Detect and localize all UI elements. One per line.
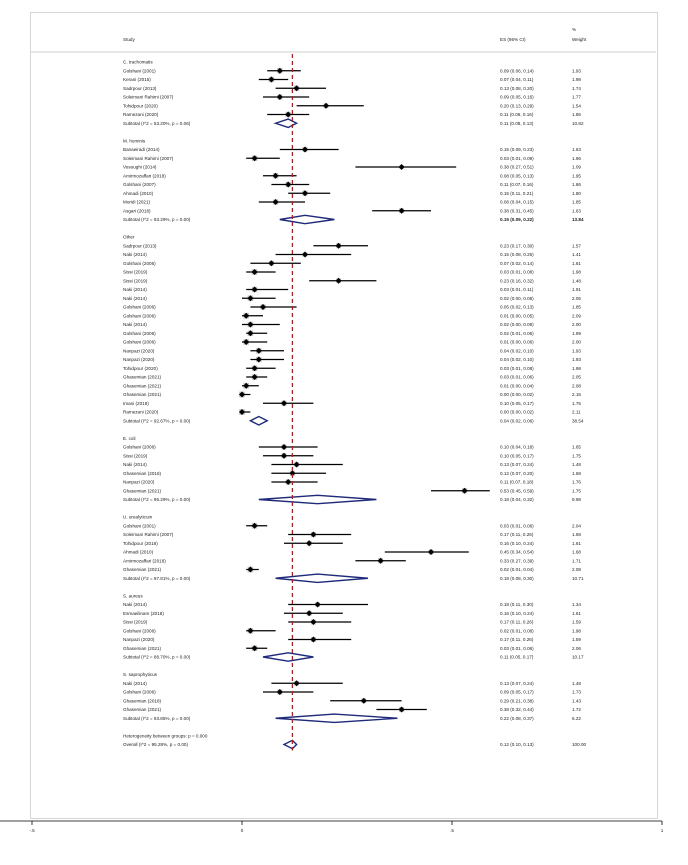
x-tick-label: .5 (450, 828, 454, 833)
study-weight: 1.96 (572, 155, 581, 161)
subtotal-es-ci: 0.18 (0.08, 0.30) (500, 575, 534, 581)
study-label: Sissi (2019) (123, 278, 148, 284)
study-weight: 1.98 (572, 269, 581, 275)
study-label: Nanpazi (2020) (123, 637, 155, 643)
study-es-ci: 0.11 (0.07, 0.18) (500, 479, 534, 485)
study-weight: 1.93 (572, 68, 581, 74)
study-weight: 2.06 (572, 645, 581, 651)
study-es-ci: 0.13 (0.07, 0.24) (500, 462, 534, 468)
header-weight-pct: % (572, 27, 577, 32)
study-label: Naki (2014) (123, 462, 147, 468)
study-weight: 1.75 (572, 453, 581, 459)
study-es-ci: 0.09 (0.06, 0.14) (500, 68, 534, 74)
study-weight: 1.59 (572, 619, 581, 625)
study-es-ci: 0.04 (0.02, 0.10) (500, 348, 534, 354)
study-es-ci: 0.38 (0.31, 0.45) (500, 208, 534, 214)
study-weight: 1.34 (572, 602, 581, 608)
study-weight: 1.61 (572, 260, 581, 266)
study-label: Golshani (2006) (123, 330, 156, 336)
study-label: Sissi (2019) (123, 619, 148, 625)
overall-diamond (284, 740, 297, 748)
study-es-ci: 0.03 (0.01, 0.06) (500, 523, 534, 529)
study-es-ci: 0.03 (0.01, 0.08) (500, 365, 534, 371)
study-label: Naki (2014) (123, 252, 147, 258)
study-es-ci: 0.02 (0.00, 0.08) (500, 295, 534, 301)
subtotal-es-ci: 0.18 (0.04, 0.32) (500, 497, 534, 503)
study-es-ci: 0.03 (0.01, 0.06) (500, 645, 534, 651)
study-label: Sadrpour (2013) (123, 243, 157, 249)
study-label: Amirmozaffari (2018) (123, 558, 166, 564)
study-es-ci: 0.10 (0.05, 0.17) (500, 453, 534, 459)
study-label: Soleimani Rahimi (2007) (123, 155, 174, 161)
study-weight: 1.74 (572, 85, 581, 91)
study-es-ci: 0.45 (0.34, 0.54) (500, 549, 534, 555)
study-es-ci: 0.17 (0.11, 0.26) (500, 532, 534, 538)
study-label: Esmaeilinam (2018) (123, 610, 164, 616)
study-weight: 1.86 (572, 112, 581, 118)
study-label: Nanpazi (2020) (123, 357, 155, 363)
study-es-ci: 0.07 (0.04, 0.11) (500, 77, 534, 83)
study-label: Ghasemian (2021) (123, 707, 162, 713)
study-es-ci: 0.29 (0.21, 0.38) (500, 698, 534, 704)
study-weight: 1.48 (572, 462, 581, 468)
subtotal-es-ci: 0.15 (0.09, 0.22) (500, 217, 534, 223)
header-study: Study (123, 37, 135, 42)
study-label: Golshani (2006) (123, 339, 156, 345)
study-label: Tohidpour (2018) (123, 540, 158, 546)
study-es-ci: 0.02 (0.00, 0.09) (500, 322, 534, 328)
x-tick-label: -.5 (29, 828, 35, 833)
group-heading: Other (123, 234, 135, 240)
study-weight: 1.43 (572, 698, 581, 704)
study-es-ci: 0.07 (0.02, 0.14) (500, 260, 534, 266)
subtotal-weight: 10.71 (572, 575, 584, 581)
study-weight: 2.15 (572, 392, 581, 398)
study-weight: 1.63 (572, 208, 581, 214)
subtotal-label: Subtotal (I^2 = 53.20%, p = 0.06) (123, 120, 191, 126)
subtotal-weight: 10.82 (572, 120, 584, 126)
subtotal-diamond (250, 417, 267, 425)
study-es-ci: 0.17 (0.11, 0.26) (500, 619, 534, 625)
study-es-ci: 0.20 (0.13, 0.29) (500, 103, 534, 109)
study-label: Naki (2014) (123, 295, 147, 301)
study-label: Soleimani Rahimi (2007) (123, 94, 174, 100)
study-es-ci: 0.12 (0.07, 0.20) (500, 470, 534, 476)
study-label: Naki (2014) (123, 680, 147, 686)
study-es-ci: 0.02 (0.01, 0.06) (500, 330, 534, 336)
subtotal-weight: 6.22 (572, 715, 581, 721)
study-label: Ghasemian (2021) (123, 383, 162, 389)
study-weight: 1.98 (572, 628, 581, 634)
header-weight: Weight (572, 37, 587, 42)
group-heading: S. aureus (123, 593, 143, 599)
study-weight: 2.00 (572, 322, 581, 328)
study-es-ci: 0.08 (0.04, 0.15) (500, 199, 534, 205)
study-es-ci: 0.23 (0.16, 0.32) (500, 278, 534, 284)
study-label: Golshani (2006) (123, 313, 156, 319)
study-es-ci: 0.10 (0.05, 0.17) (500, 400, 534, 406)
group-heading: M. hominis (123, 138, 146, 144)
study-weight: 1.63 (572, 147, 581, 153)
study-label: Naki (2014) (123, 287, 147, 293)
study-weight: 1.85 (572, 304, 581, 310)
study-es-ci: 0.38 (0.27, 0.51) (500, 164, 534, 170)
study-weight: 1.85 (572, 199, 581, 205)
study-weight: 2.08 (572, 567, 581, 573)
subtotal-es-ci: 0.04 (0.02, 0.06) (500, 418, 534, 424)
study-label: Golshani (2006) (123, 304, 156, 310)
group-heading: C. trachomatis (123, 59, 153, 65)
study-weight: 1.86 (572, 182, 581, 188)
study-weight: 2.00 (572, 339, 581, 345)
study-es-ci: 0.08 (0.05, 0.13) (500, 173, 534, 179)
study-label: Ghasemian (2018) (123, 698, 162, 704)
study-label: Nanpazi (2020) (123, 348, 155, 354)
study-weight: 1.99 (572, 330, 581, 336)
study-label: Golshani (2001) (123, 68, 156, 74)
study-weight: 1.09 (572, 164, 581, 170)
study-label: Soleimani Rahimi (2007) (123, 532, 174, 538)
study-es-ci: 0.03 (0.01, 0.11) (500, 287, 534, 293)
study-label: Vosoughi (2014) (123, 164, 157, 170)
study-weight: 1.91 (572, 287, 581, 293)
study-weight: 1.57 (572, 243, 581, 249)
study-es-ci: 0.16 (0.10, 0.24) (500, 610, 534, 616)
study-es-ci: 0.15 (0.08, 0.26) (500, 252, 534, 258)
study-es-ci: 0.00 (0.00, 0.02) (500, 409, 534, 415)
study-label: Golshani (2001) (123, 523, 156, 529)
subtotal-diamond (276, 714, 398, 722)
study-es-ci: 0.11 (0.07, 0.16) (500, 182, 534, 188)
study-label: Ahmadi (2010) (123, 190, 154, 196)
study-es-ci: 0.10 (0.04, 0.18) (500, 444, 534, 450)
subtotal-label: Subtotal (I^2 = 93.85%, p = 0.00) (123, 715, 191, 721)
study-label: Banaeiradi (2014) (123, 147, 160, 153)
study-es-ci: 0.18 (0.11, 0.30) (500, 602, 534, 608)
subtotal-diamond (259, 495, 377, 503)
subtotal-es-ci: 0.11 (0.05, 0.17) (500, 654, 534, 660)
point-estimate (399, 164, 405, 170)
study-label: Ahmadi (2010) (123, 549, 154, 555)
study-weight: 1.76 (572, 479, 581, 485)
study-es-ci: 0.13 (0.08, 0.20) (500, 85, 534, 91)
study-es-ci: 0.16 (0.10, 0.24) (500, 540, 534, 546)
study-weight: 1.41 (572, 252, 581, 258)
study-weight: 1.95 (572, 173, 581, 179)
study-label: Sissi (2019) (123, 269, 148, 275)
study-weight: 1.54 (572, 103, 581, 109)
group-heading: E. coli (123, 435, 136, 441)
study-es-ci: 0.13 (0.07, 0.24) (500, 680, 534, 686)
subtotal-es-ci: 0.11 (0.08, 0.13) (500, 120, 534, 126)
x-tick-label: 1 (660, 828, 664, 833)
study-es-ci: 0.09 (0.05, 0.16) (500, 94, 534, 100)
study-weight: 1.71 (572, 558, 581, 564)
study-es-ci: 0.02 (0.01, 0.04) (500, 567, 534, 573)
study-weight: 1.61 (572, 610, 581, 616)
study-weight: 2.05 (572, 374, 581, 380)
study-label: Imani (2019) (123, 400, 149, 406)
study-label: Sissi (2019) (123, 453, 148, 459)
study-label: Ramezani (2020) (123, 112, 159, 118)
study-weight: 2.05 (572, 295, 581, 301)
study-es-ci: 0.00 (0.00, 0.02) (500, 392, 534, 398)
subtotal-label: Subtotal (I^2 = 92.67%, p = 0.00) (123, 418, 191, 424)
study-es-ci: 0.03 (0.01, 0.09) (500, 155, 534, 161)
header-es: ES (95% CI) (500, 37, 526, 42)
study-weight: 1.48 (572, 680, 581, 686)
study-weight: 1.61 (572, 540, 581, 546)
study-es-ci: 0.15 (0.11, 0.21) (500, 190, 534, 196)
study-label: Ghasemian (2018) (123, 470, 162, 476)
study-es-ci: 0.04 (0.02, 0.10) (500, 357, 534, 363)
study-label: Tohidpour (2020) (123, 365, 158, 371)
study-label: Golshani (2006) (123, 689, 156, 695)
subtotal-diamond (276, 119, 297, 127)
subtotal-weight: 9.98 (572, 497, 581, 503)
study-label: Asgari (2018) (123, 208, 151, 214)
study-weight: 1.75 (572, 400, 581, 406)
study-es-ci: 0.03 (0.01, 0.06) (500, 374, 534, 380)
study-weight: 1.98 (572, 365, 581, 371)
subtotal-label: Subtotal (I^2 = 95.29%, p = 0.00) (123, 497, 191, 503)
overall-weight: 100.00 (572, 742, 587, 748)
study-es-ci: 0.38 (0.32, 0.44) (500, 707, 534, 713)
heterogeneity-text: Heterogeneity between groups: p = 0.000 (123, 733, 208, 739)
study-es-ci: 0.33 (0.27, 0.39) (500, 558, 534, 564)
study-es-ci: 0.01 (0.00, 0.04) (500, 383, 534, 389)
subtotal-weight: 38.54 (572, 418, 584, 424)
study-weight: 2.09 (572, 313, 581, 319)
study-label: Kerani (2015) (123, 77, 151, 83)
subtotal-diamond (276, 574, 368, 582)
subtotal-es-ci: 0.22 (0.08, 0.37) (500, 715, 534, 721)
study-es-ci: 0.09 (0.05, 0.17) (500, 689, 534, 695)
overall-es-ci: 0.12 (0.10, 0.13) (500, 742, 534, 748)
study-label: Moridi (2021) (123, 199, 151, 205)
study-weight: 1.72 (572, 707, 581, 713)
study-weight: 1.75 (572, 488, 581, 494)
study-weight: 2.04 (572, 523, 581, 529)
study-weight: 1.68 (572, 532, 581, 538)
group-heading: U. urealyticum (123, 514, 153, 520)
study-label: Naki (2014) (123, 602, 147, 608)
study-weight: 1.73 (572, 689, 581, 695)
subtotal-label: Subtotal (I^2 = 93.29%, p = 0.00) (123, 217, 191, 223)
study-label: Ghasemian (2021) (123, 645, 162, 651)
study-es-ci: 0.01 (0.00, 0.05) (500, 313, 534, 319)
study-label: Tohidpour (2020) (123, 103, 158, 109)
study-weight: 1.80 (572, 190, 581, 196)
study-weight: 2.08 (572, 383, 581, 389)
study-es-ci: 0.53 (0.45, 0.59) (500, 488, 534, 494)
subtotal-weight: 13.84 (572, 217, 584, 223)
study-label: Naki (2014) (123, 322, 147, 328)
subtotal-diamond (280, 215, 335, 223)
study-label: Golshani (2006) (123, 444, 156, 450)
study-label: Amirmozaffari (2018) (123, 173, 166, 179)
subtotal-weight: 10.17 (572, 654, 584, 660)
study-weight: 1.68 (572, 549, 581, 555)
study-label: Golshani (2006) (123, 628, 156, 634)
study-weight: 1.48 (572, 278, 581, 284)
subtotal-label: Subtotal (I^2 = 88.70%, p = 0.00) (123, 654, 191, 660)
study-label: Ghasemian (2021) (123, 488, 162, 494)
group-heading: S. saprophyticus (123, 672, 157, 678)
study-es-ci: 0.17 (0.11, 0.26) (500, 637, 534, 643)
subtotal-diamond (263, 653, 313, 661)
study-weight: 1.65 (572, 444, 581, 450)
study-label: Golshani (2006) (123, 260, 156, 266)
study-label: Ghasemian (2021) (123, 392, 162, 398)
study-weight: 1.93 (572, 357, 581, 363)
study-weight: 1.93 (572, 348, 581, 354)
study-es-ci: 0.23 (0.17, 0.30) (500, 243, 534, 249)
study-weight: 1.98 (572, 77, 581, 83)
study-weight: 1.59 (572, 637, 581, 643)
study-label: Sadrpour (2013) (123, 85, 157, 91)
study-weight: 1.68 (572, 470, 581, 476)
study-es-ci: 0.03 (0.01, 0.08) (500, 269, 534, 275)
overall-label: Overall (I^2 = 95.28%, p = 0.00) (123, 742, 188, 748)
study-weight: 1.77 (572, 94, 581, 100)
study-es-ci: 0.01 (0.00, 0.06) (500, 339, 534, 345)
study-es-ci: 0.15 (0.09, 0.23) (500, 147, 534, 153)
study-es-ci: 0.11 (0.06, 0.16) (500, 112, 534, 118)
x-tick-label: 0 (240, 828, 244, 833)
study-label: Ghasemian (2021) (123, 374, 162, 380)
study-es-ci: 0.02 (0.01, 0.08) (500, 628, 534, 634)
study-es-ci: 0.05 (0.02, 0.13) (500, 304, 534, 310)
subtotal-label: Subtotal (I^2 = 97.81%, p = 0.00) (123, 575, 191, 581)
study-label: Ramezani (2020) (123, 409, 159, 415)
study-label: Nanpazi (2020) (123, 479, 155, 485)
study-label: Golshani (2007) (123, 182, 156, 188)
study-label: Ghasemian (2021) (123, 567, 162, 573)
study-weight: 2.11 (572, 409, 581, 415)
